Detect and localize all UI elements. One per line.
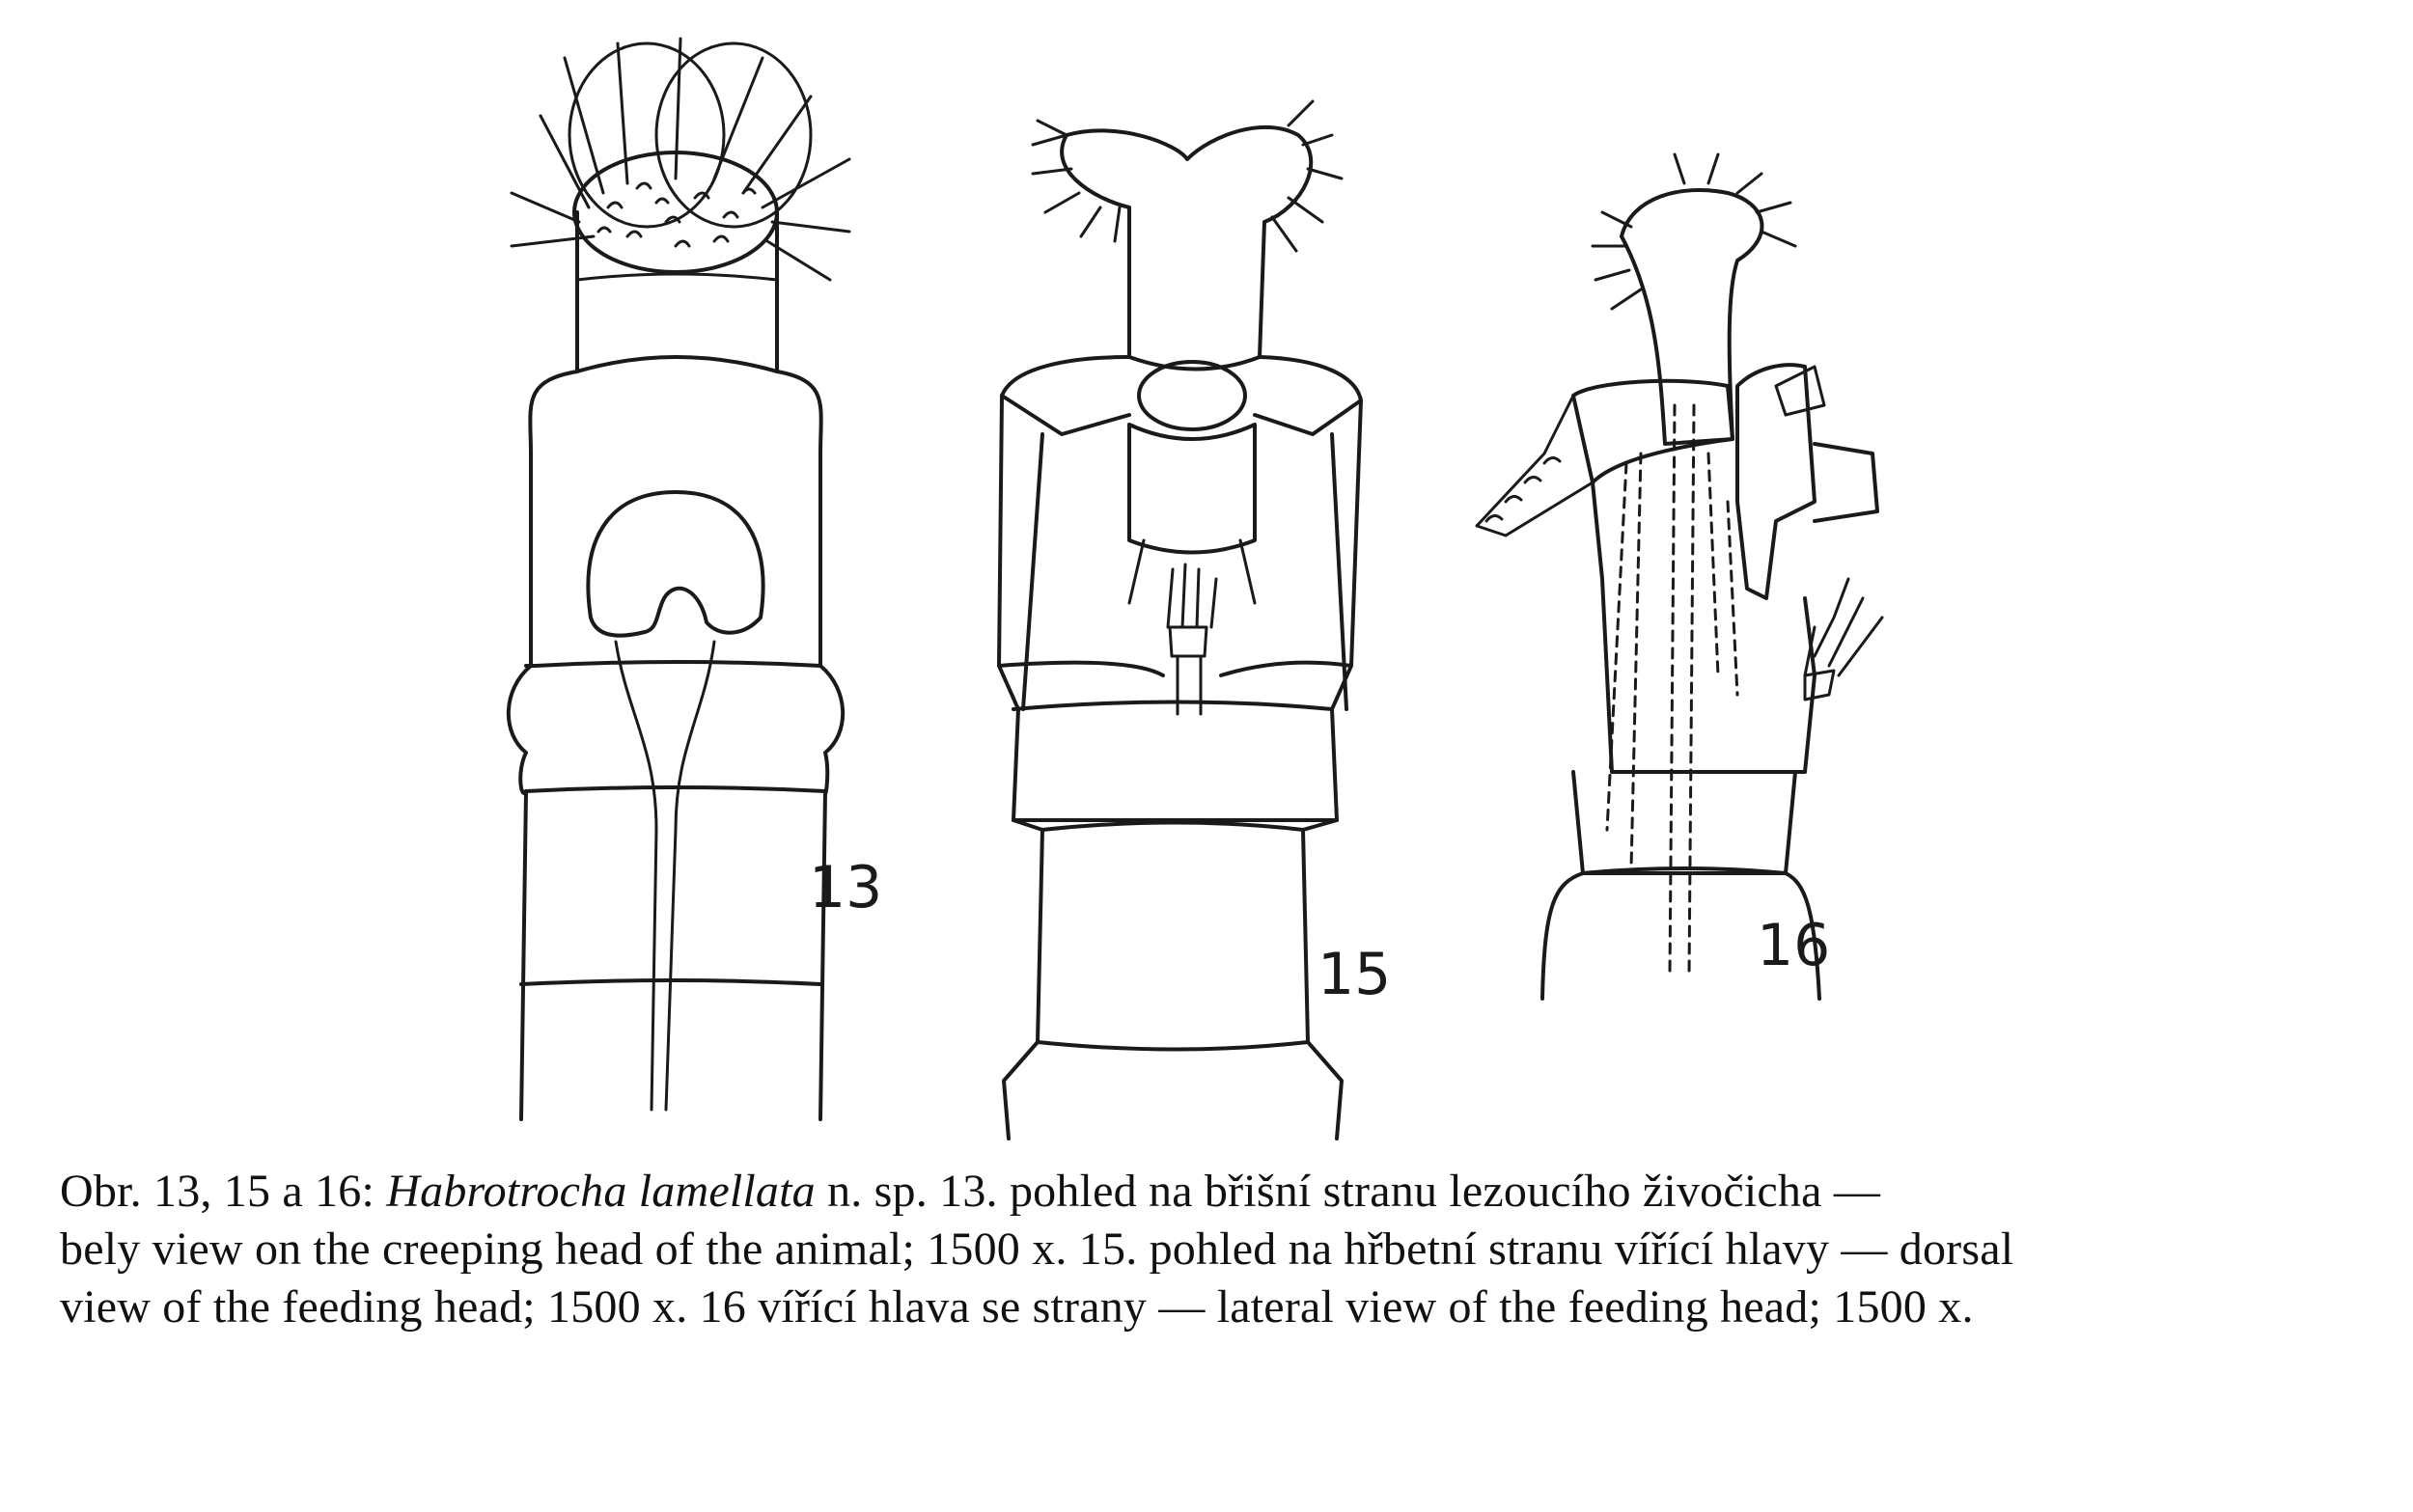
caption-line-1-rest: n. sp. 13. pohled na břišní stranu lezoucího živočicha —	[815, 1166, 1881, 1217]
figure-13-drawing	[509, 39, 849, 1119]
figure-15-label: 15	[1317, 941, 1392, 1008]
figure-13-label: 13	[809, 854, 883, 921]
caption-line-3: view of the feeding head; 1500 x. 16 vířící hlava se strany — lateral view of the feeding head; 1500 x.	[60, 1281, 1974, 1333]
figure-16-drawing	[1477, 154, 1882, 999]
figure-16-label: 16	[1757, 912, 1831, 979]
caption-line-2: bely view on the creeping head of the animal; 1500 x. 15. pohled na hřbetní stranu vířící hlavy — dorsal	[60, 1223, 2014, 1275]
figure-16-rostrum	[1622, 190, 1761, 444]
figure-13-corona	[512, 39, 849, 280]
figure-15-upper-lobe	[1062, 127, 1311, 370]
figure-15-drawing	[999, 101, 1361, 1139]
caption-line-1	[60, 1163, 2376, 1221]
figure-caption	[60, 1163, 2376, 1336]
figure-13-mouth	[588, 492, 763, 636]
caption-prefix: Obr. 13, 15 a 16:	[60, 1166, 387, 1217]
caption-species-name: Habrotrocha lamellata	[386, 1166, 816, 1217]
